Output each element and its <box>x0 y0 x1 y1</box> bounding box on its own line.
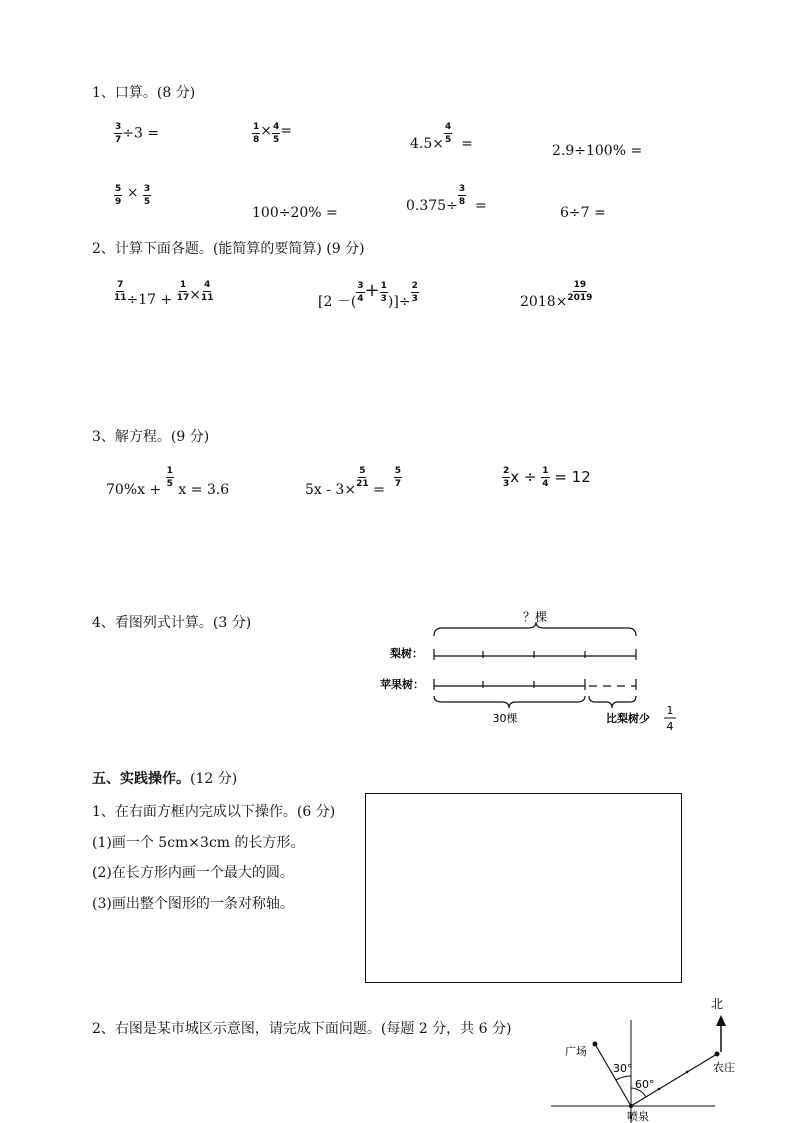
farm-point <box>715 1052 720 1057</box>
plaza-point <box>593 1042 598 1047</box>
q2-expr-3: 2018× $\frac{19}{2019}$ <box>520 280 593 310</box>
q1-item-5: $\frac{5}{9}$ × $\frac{3}{5}$ <box>115 184 151 207</box>
apple-label: 苹果树： <box>380 678 424 691</box>
diagram-bottom-right: 比梨树少 <box>606 712 650 725</box>
farm-label: 农庄 <box>713 1061 735 1074</box>
section5-heading: 五、实践操作。(12 分) <box>92 771 238 787</box>
q3-title: 3、解方程。(9 分) <box>92 429 210 445</box>
line-segment-diagram <box>370 602 700 734</box>
plaza-label: 广场 <box>565 1045 587 1058</box>
diagram-frac-num: 1 <box>666 704 674 717</box>
q4-title: 4、看图列式计算。(3 分) <box>92 615 252 631</box>
q1-item-4: 2.9÷100% = <box>552 143 643 159</box>
s5-p1-item-2: (2)在长方形内画一个最大的圆。 <box>92 865 294 881</box>
s5-p1-item-3: (3)画出整个图形的一条对称轴。 <box>92 896 294 912</box>
bottom-brace-left <box>434 696 585 708</box>
pear-label: 梨树： <box>390 647 423 660</box>
angle-30-label: 30° <box>613 1062 633 1075</box>
drawing-box[interactable] <box>365 793 682 983</box>
q2-expr-1: $\frac{7}{11}$ ÷17 + $\frac{1}{17}$ × $\frac{4}{11}$ <box>114 280 214 308</box>
q1-item-6: 100÷20% = <box>252 205 338 221</box>
q1-item-1: $\frac{3}{7}$ ÷3 = <box>115 122 160 145</box>
diagram-bottom-left: 30棵 <box>492 712 518 725</box>
q1-item-3: 4.5× $\frac{4}{5}$ = <box>410 122 473 152</box>
diagram-frac-den: 4 <box>666 720 674 733</box>
city-map <box>545 990 745 1123</box>
q1-item-7: 0.375÷ $\frac{3}{8}$ = <box>406 184 487 214</box>
q1-title: 1、口算。(8 分) <box>92 85 196 101</box>
s5-p2-title: 2、右图是某市城区示意图，请完成下面问题。(每题 2 分，共 6 分) <box>92 1021 512 1037</box>
q1-item-8: 6÷7 = <box>560 205 606 221</box>
q3-eq-1: 70%x + $\frac{1}{5}$ x = 3.6 <box>106 466 230 498</box>
fountain-point <box>629 1104 633 1108</box>
q3-eq-3: $\frac{2}{3}$ x ÷ $\frac{1}{4}$ = 12 <box>503 466 591 489</box>
q2-expr-2: [2 －( $\frac{3}{4}$ + $\frac{1}{3}$ )]÷ $\frac{2}{3}$ <box>318 280 418 310</box>
s5-p1-item-1: (1)画一个 5cm×3cm 的长方形。 <box>92 835 305 851</box>
angle-60-label: 60° <box>635 1078 655 1091</box>
s5-p1-title: 1、在右面方框内完成以下操作。(6 分) <box>92 804 336 820</box>
diagram-top-label: ？棵 <box>522 610 548 624</box>
q3-eq-2: 5x - 3× $\frac{5}{21}$ = $\frac{5}{7}$ <box>305 466 401 498</box>
top-brace <box>434 622 636 636</box>
north-label: 北 <box>710 997 724 1011</box>
q1-item-2: $\frac{1}{8}$ × $\frac{4}{5}$ = <box>253 122 292 145</box>
bottom-brace-right <box>589 696 636 708</box>
q2-title: 2、计算下面各题。(能简算的要简算) (9 分) <box>92 241 365 257</box>
fountain-label: 喷泉 <box>627 1110 649 1123</box>
